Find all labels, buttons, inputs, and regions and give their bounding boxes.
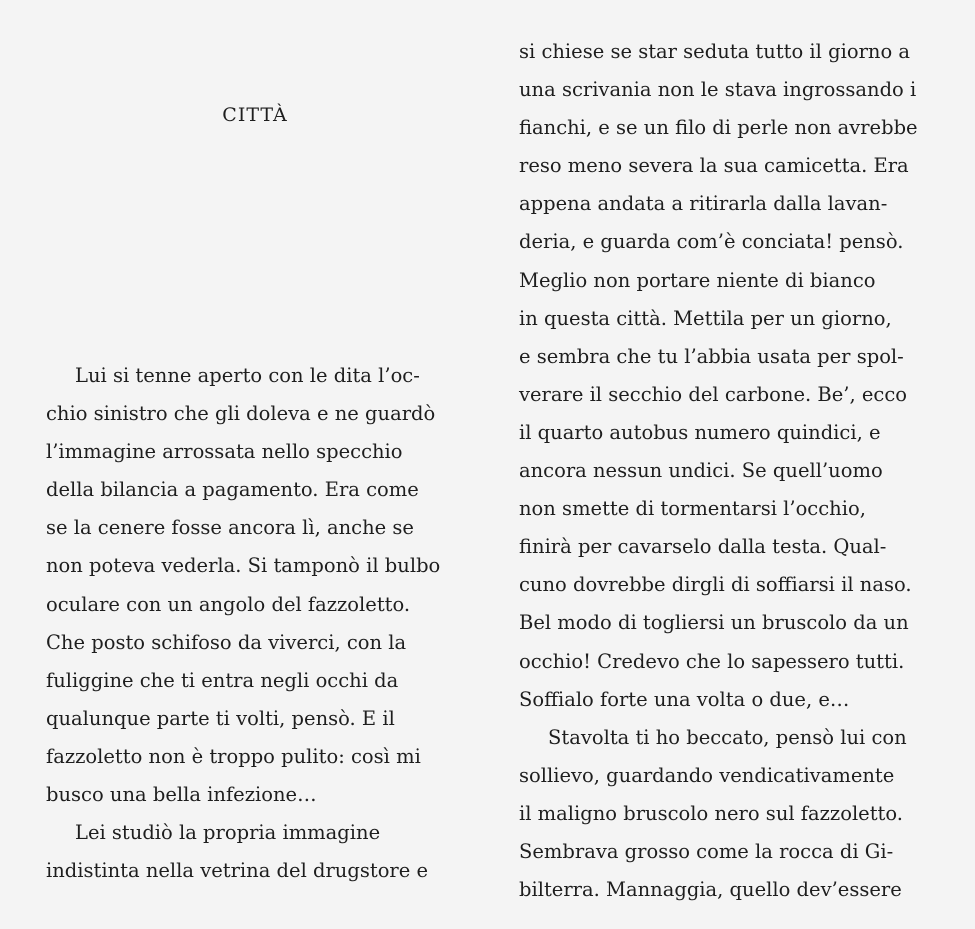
- text-line: fuliggine che ti entra negli occhi da: [46, 668, 399, 692]
- chapter-title: CITTÀ: [222, 104, 288, 126]
- text-line: si chiese se star seduta tutto il giorno a: [519, 40, 911, 63]
- text-line: e sembra che tu l’abbia usata per spol-: [519, 344, 904, 368]
- text-line: sollievo, guardando vendicativamente: [519, 763, 895, 787]
- text-line: Lui si tenne aperto con le dita l’oc-: [75, 364, 420, 387]
- text-line: una scrivania non le stava ingrossando i: [519, 78, 917, 102]
- text-line: della bilancia a pagamento. Era come: [46, 478, 419, 502]
- right-page-text: [519, 33, 918, 909]
- left-page-text: [46, 357, 440, 890]
- text-line: chio sinistro che gli doleva e ne guardò: [46, 402, 436, 426]
- text-line: Meglio non portare niente di bianco: [519, 268, 876, 292]
- text-line: reso meno severa la sua camicetta. Era: [519, 154, 909, 178]
- text-line: il maligno bruscolo nero sul fazzoletto.: [519, 801, 903, 825]
- text-line: oculare con un angolo del fazzoletto.: [46, 592, 411, 616]
- text-line: busco una bella infezione…: [46, 783, 317, 807]
- text-line: fianchi, e se un filo di perle non avrebbe: [519, 116, 918, 140]
- text-line: Bel modo di togliersi un bruscolo da un: [519, 611, 909, 635]
- text-line: Soffialo forte una volta o due, e…: [519, 687, 850, 711]
- text-line: Stavolta ti ho beccato, pensò lui con: [548, 725, 907, 749]
- text-line: verare il secchio del carbone. Be’, ecco: [519, 382, 907, 406]
- text-line: non smette di tormentarsi l’occhio,: [519, 497, 866, 521]
- text-line: finirà per cavarselo dalla testa. Qual-: [519, 535, 887, 559]
- text-line: bilterra. Mannaggia, quello dev’essere: [519, 878, 902, 902]
- text-line: indistinta nella vetrina del drugstore e: [46, 859, 429, 883]
- text-line: fazzoletto non è troppo pulito: così mi: [46, 744, 421, 768]
- text-line: qualunque parte ti volti, pensò. E il: [46, 706, 395, 730]
- text-line: in questa città. Mettila per un giorno,: [519, 306, 892, 330]
- text-line: Sembrava grosso come la rocca di Gi-: [519, 839, 894, 863]
- text-line: l’immagine arrossata nello specchio: [46, 440, 403, 464]
- left-page: [46, 0, 476, 929]
- text-line: il quarto autobus numero quindici, e: [519, 420, 881, 444]
- text-line: cuno dovrebbe dirgli di soffiarsi il naso.: [519, 573, 912, 597]
- text-line: se la cenere fosse ancora lì, anche se: [46, 516, 414, 540]
- text-line: ancora nessun undici. Se quell’uomo: [519, 459, 883, 483]
- text-line: non poteva vederla. Si tamponò il bulbo: [46, 554, 441, 578]
- text-line: appena andata a ritirarla dalla lavan-: [519, 192, 888, 216]
- text-line: deria, e guarda com’è conciata! pensò.: [519, 230, 904, 254]
- text-line: occhio! Credevo che lo sapessero tutti.: [519, 649, 905, 673]
- text-line: Lei studiò la propria immagine: [75, 821, 381, 845]
- right-page: [519, 0, 959, 929]
- text-line: Che posto schifoso da viverci, con la: [46, 630, 407, 654]
